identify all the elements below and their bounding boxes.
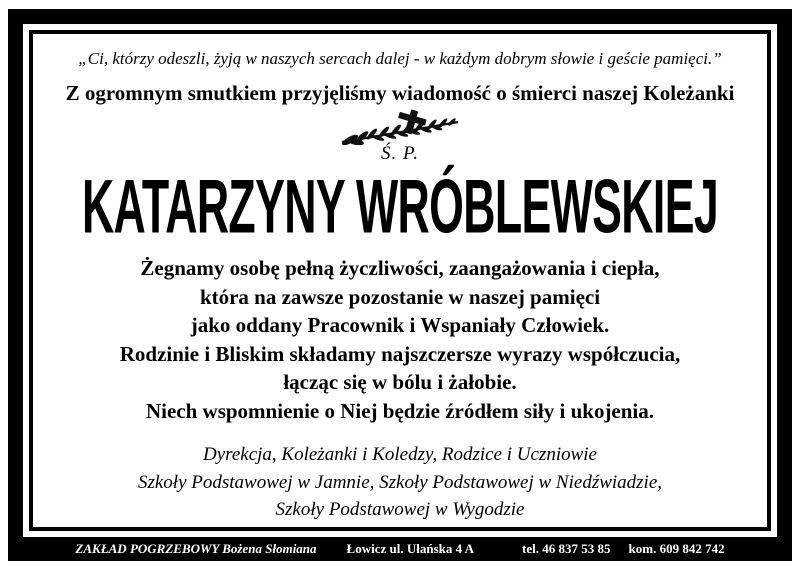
sp-abbreviation: Ś. P. [381, 143, 419, 164]
phone-landline: tel. 46 837 53 85 [522, 541, 611, 556]
cross-with-palm-branch-icon [33, 109, 767, 145]
notice-content [33, 34, 767, 527]
signature-text [33, 441, 767, 524]
funeral-home-bar [8, 537, 792, 561]
signature-line: Szkoły Podstawowej w Wygodzie [275, 499, 525, 520]
condolence-line: Rodzinie i Bliskim składamy najszczersze wyrazy współczucia, [119, 341, 681, 366]
memorial-quote: „Ci, którzy odeszli, żyją w naszych sercach dalej - w każdym dobrym słowie i geście pamięci.” [78, 49, 722, 68]
condolence-line: jako oddany Pracownik i Wspaniały Człowiek. [190, 313, 610, 337]
condolence-line: która na zawsze pozostanie w naszej pamięci [199, 284, 601, 309]
intro-line: Z ogromnym smutkiem przyjęliśmy wiadomość o śmierci naszej Koleżanki [65, 81, 735, 105]
funeral-home-phones [522, 541, 725, 557]
signature-line: Dyrekcja, Koleżanki i Koledzy, Rodzice i Uczniowie [203, 444, 597, 465]
signature-line: Szkoły Podstawowej w Jamnie, Szkoły Podstawowej w Niedźwiadzie, [137, 471, 663, 493]
funeral-home-name: ZAKŁAD POGRZEBOWY Bożena Słomiana [75, 541, 317, 556]
condolence-line: łącząc się w bólu i żałobie. [283, 370, 517, 394]
condolence-line: Niech wspomnienie o Niej będzie źródłem siły i ukojenia. [145, 398, 655, 423]
condolence-text [33, 254, 767, 425]
condolence-line: Żegnamy osobę pełną życzliwości, zaangażowania i ciepła, [140, 256, 660, 280]
phone-mobile: kom. 609 842 742 [628, 541, 725, 556]
funeral-home-address: Łowicz ul. Ułańska 4 A [346, 541, 475, 556]
deceased-name: KATARZYNY WRÓBLEWSKIEJ [81, 164, 719, 250]
deceased-name-wrap [33, 164, 767, 250]
